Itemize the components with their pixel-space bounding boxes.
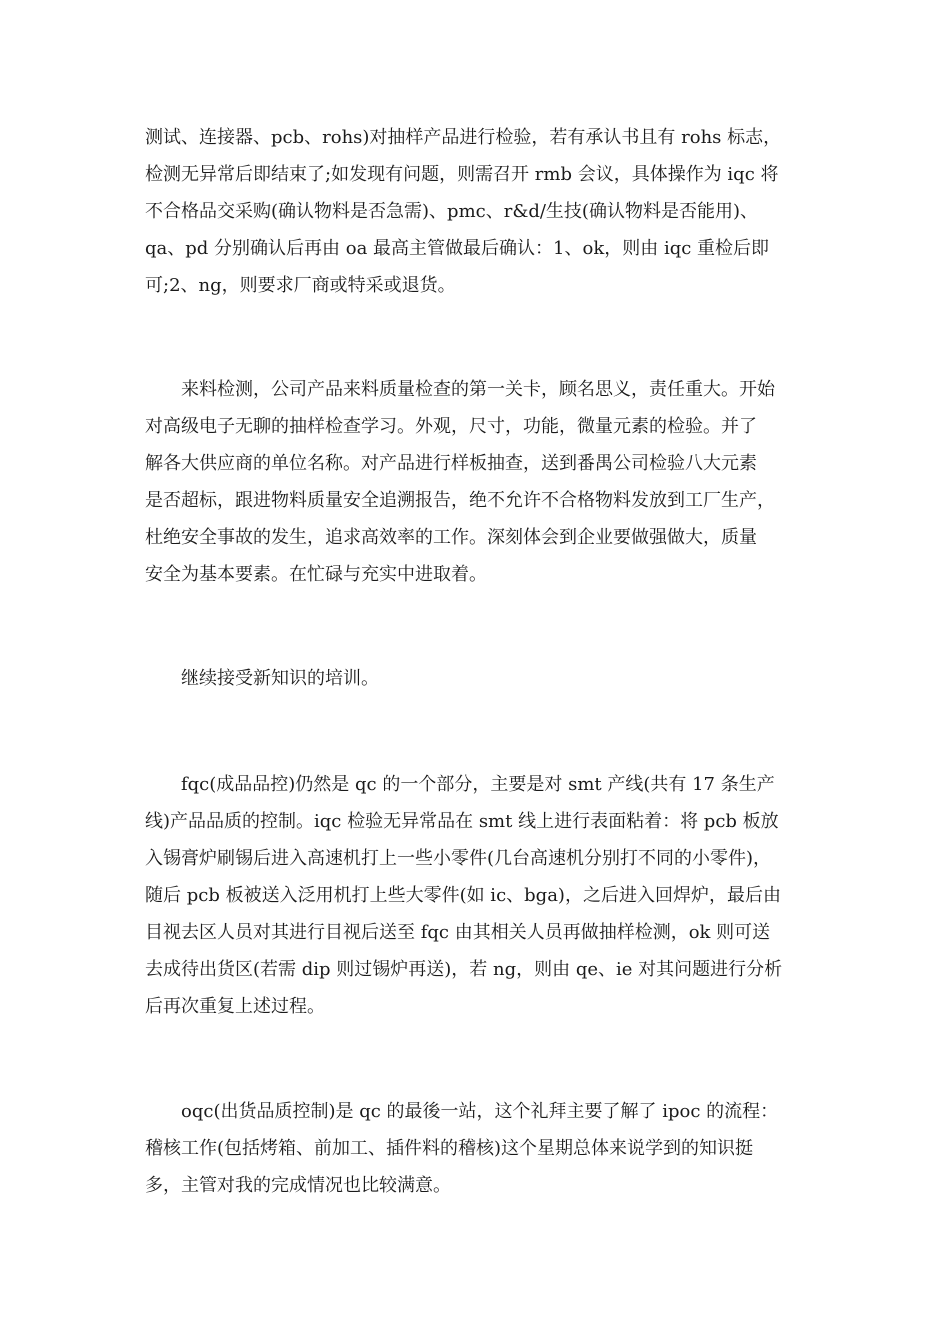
paragraph-2 — [145, 371, 810, 593]
paragraph-5 — [145, 1093, 810, 1204]
paragraph-line: 后再次重复上述过程。 — [145, 996, 325, 1017]
paragraph-line: 目视去区人员对其进行目视后送至 fqc 由其相关人员再做抽样检测，ok 则可送 — [145, 922, 771, 943]
paragraph-line: 可;2、ng，则要求厂商或特采或退货。 — [145, 275, 456, 296]
paragraph-line: 是否超标，跟进物料质量安全追溯报告，绝不允许不合格物料发放到工厂生产， — [145, 490, 775, 511]
paragraph-4 — [145, 766, 810, 1025]
paragraph-line: 稽核工作(包括烤箱、前加工、插件料的稽核)这个星期总体来说学到的知识挺 — [145, 1138, 754, 1159]
paragraph-1 — [145, 119, 810, 304]
paragraph-line: 入锡膏炉刷锡后进入高速机打上一些小零件(几台高速机分别打不同的小零件)， — [145, 848, 772, 869]
paragraph-line: 去成待出货区(若需 dip 则过锡炉再送)，若 ng，则由 qe、ie 对其问题进行分析 — [145, 959, 783, 980]
paragraph-line: 安全为基本要素。在忙碌与充实中进取着。 — [145, 564, 487, 585]
paragraph-line: 杜绝安全事故的发生，追求高效率的工作。深刻体会到企业要做强做大，质量 — [145, 527, 757, 548]
paragraph-line: 随后 pcb 板被送入泛用机打上些大零件(如 ic、bga)，之后进入回焊炉，最后由 — [145, 885, 781, 906]
paragraph-line: 解各大供应商的单位名称。对产品进行样板抽查，送到番禺公司检验八大元素 — [145, 453, 757, 474]
paragraph-line: 不合格品交采购(确认物料是否急需)、pmc、r&d/生技(确认物料是否能用)、 — [145, 201, 758, 222]
paragraph-line: qa、pd 分别确认后再由 oa 最高主管做最后确认：1、ok，则由 iqc 重检后即 — [145, 238, 770, 259]
paragraph-line: 检测无异常后即结束了;如发现有问题，则需召开 rmb 会议，具体操作为 iqc 将 — [145, 164, 779, 185]
paragraph-line: 继续接受新知识的培训。 — [181, 668, 379, 689]
paragraph-line: 测试、连接器、pcb、rohs)对抽样产品进行检验，若有承认书且有 rohs 标志， — [145, 127, 782, 148]
paragraph-line: 对高级电子无聊的抽样检查学习。外观，尺寸，功能，微量元素的检验。并了 — [145, 416, 757, 437]
paragraph-line: 多，主管对我的完成情况也比较满意。 — [145, 1175, 451, 1196]
paragraph-line: 来料检测，公司产品来料质量检查的第一关卡，顾名思义，责任重大。开始 — [181, 379, 775, 400]
paragraph-line: fqc(成品品控)仍然是 qc 的一个部分，主要是对 smt 产线(共有 17 条生产 — [181, 774, 775, 795]
paragraph-line: oqc(出货品质控制)是 qc 的最後一站，这个礼拜主要了解了 ipoc 的流程： — [181, 1101, 779, 1122]
paragraph-line: 线)产品品质的控制。iqc 检验无异常品在 smt 线上进行表面粘着：将 pcb 板放 — [145, 811, 779, 832]
paragraph-3 — [145, 660, 810, 697]
